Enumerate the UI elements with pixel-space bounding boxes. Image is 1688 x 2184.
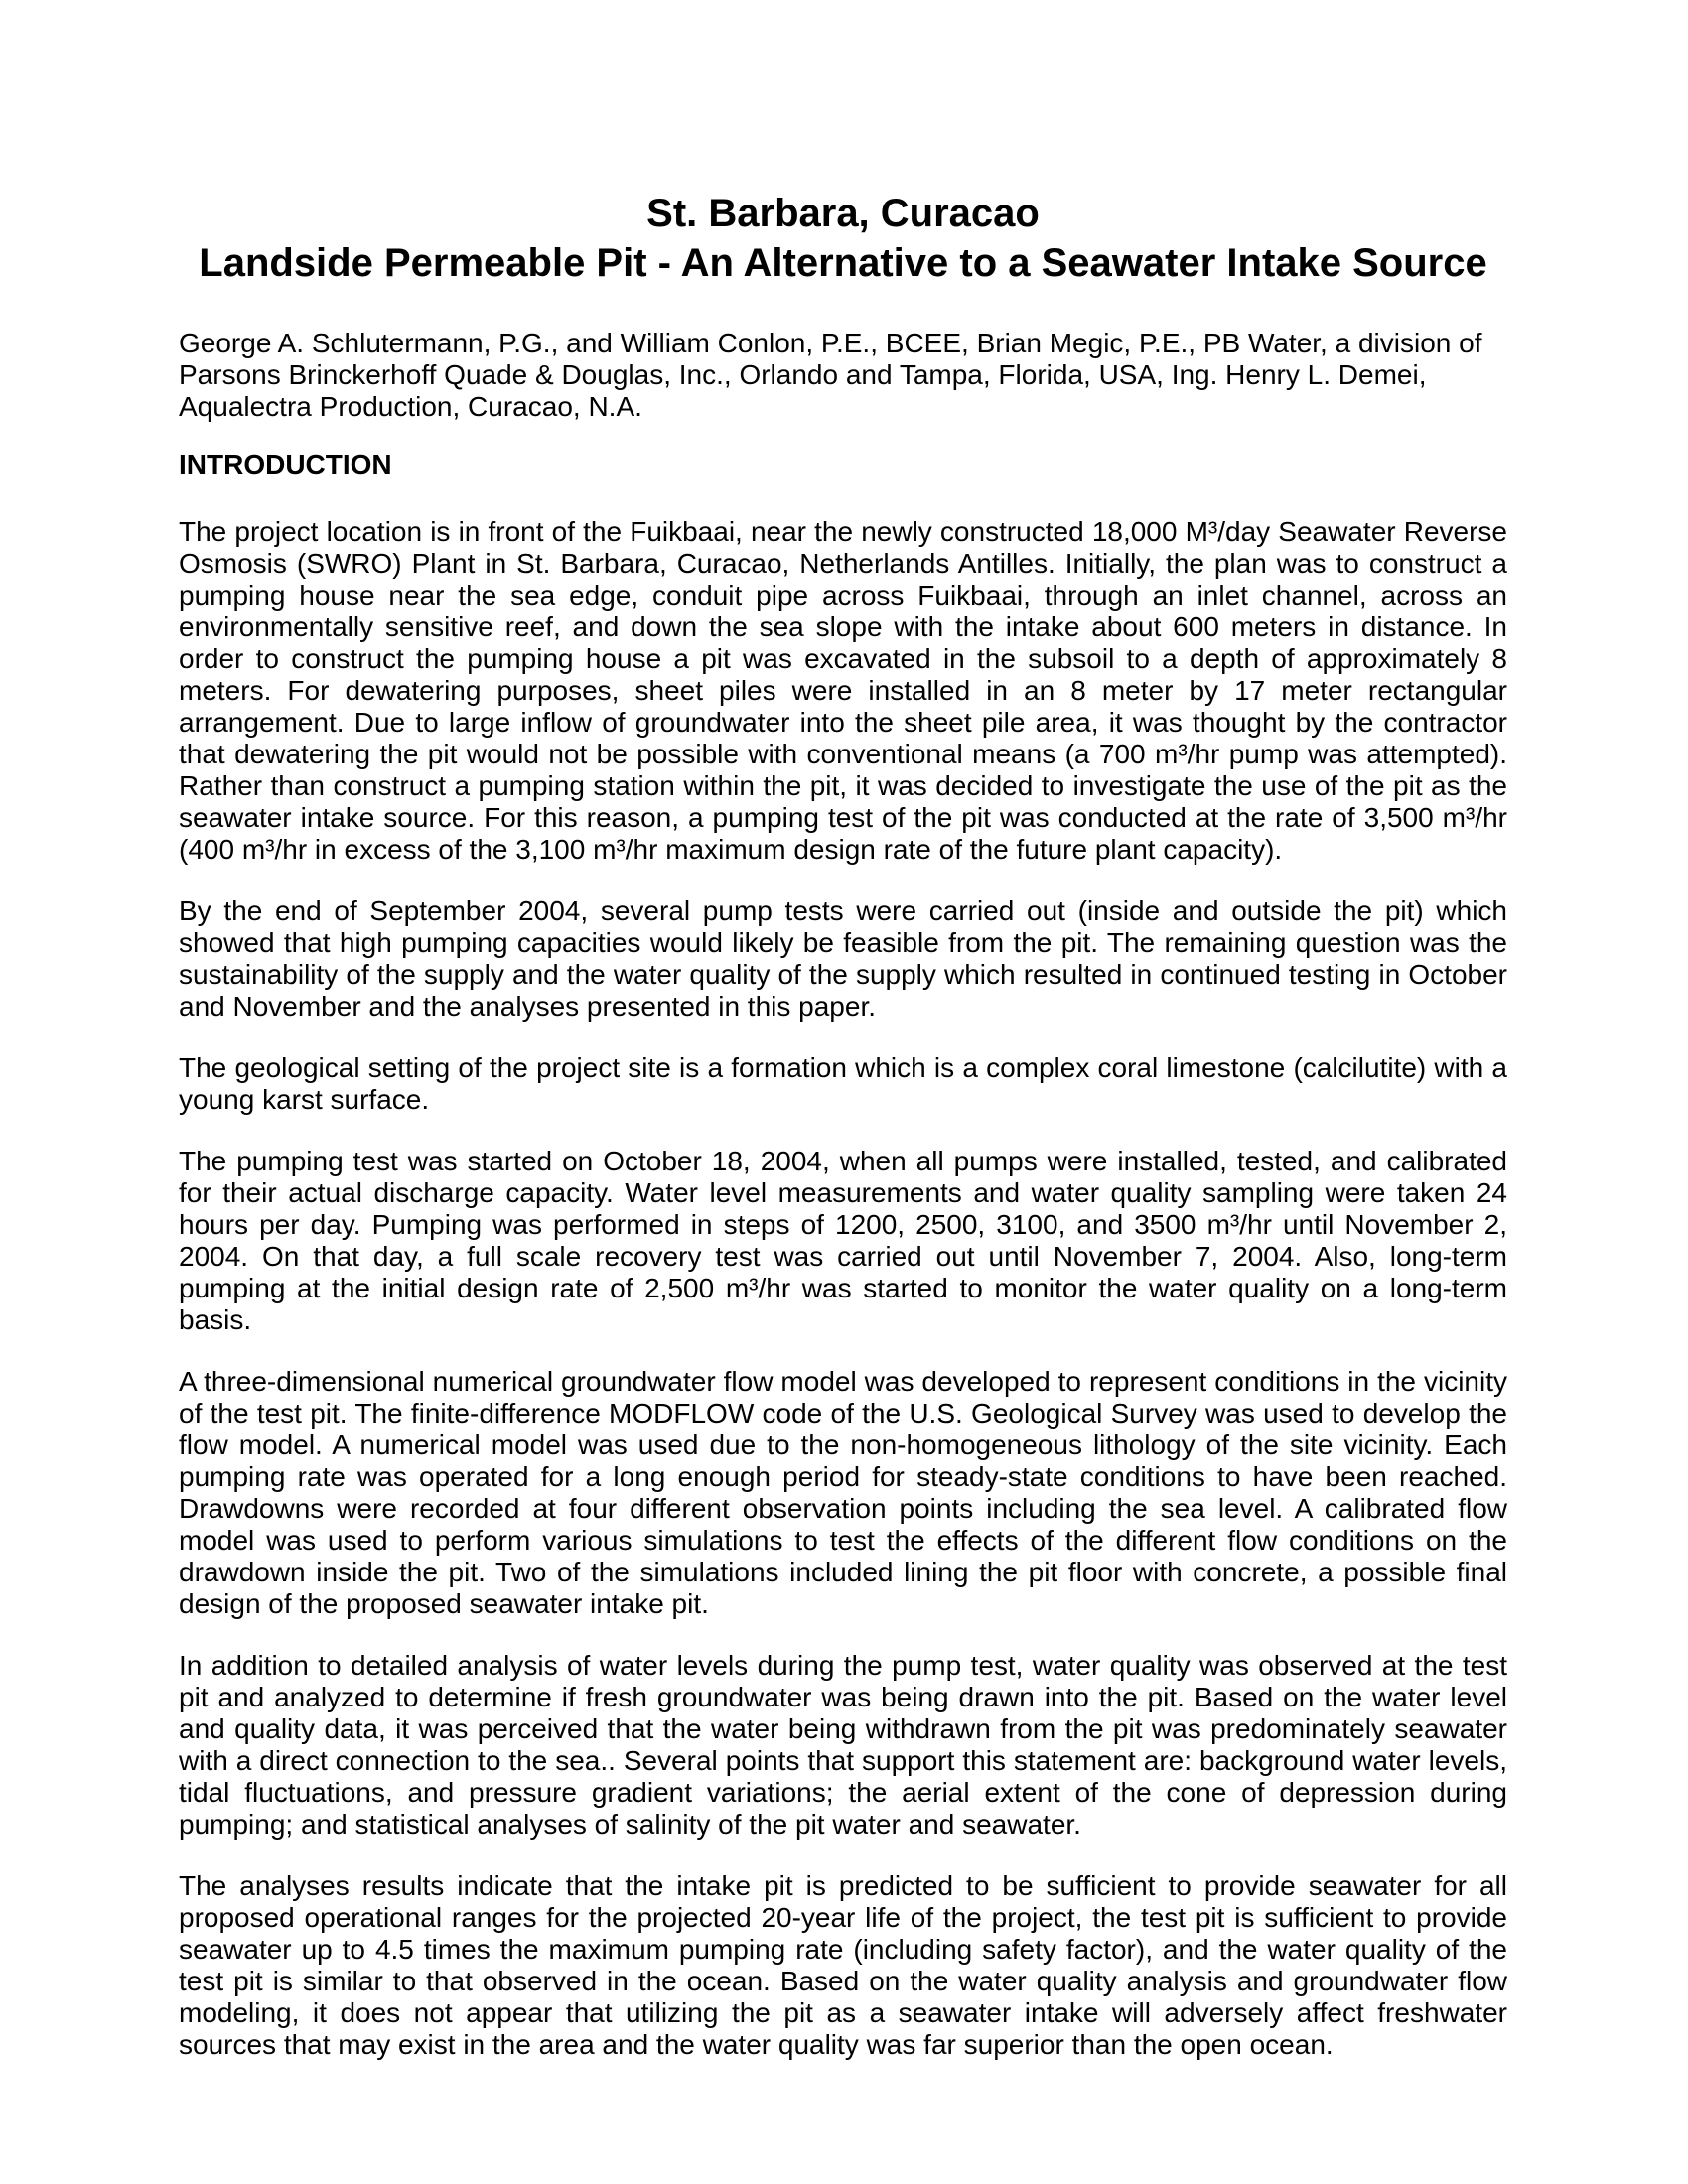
paragraph-1: The project location is in front of the Fuikbaai, near the newly constructed 18,000 M³/day Seawater Reverse Osmosis (SWRO) Plant in St. Barbara, Curacao, Netherlands Antilles. Initially, the plan was to construct a pumping house near the sea edge, conduit pipe across Fuikbaai, through an inlet channel, across an environmentally sensitive reef, and down the sea slope with the intake about 600 meters in distance. In order to construct the pumping house a pit was excavated in the subsoil to a depth of approximately 8 meters. For dewatering purposes, sheet piles were installed in an 8 meter by 17 meter rectangular arrangement. Due to large inflow of groundwater into the sheet pile area, it was thought by the contractor that dewatering the pit would not be possible with conventional means (a 700 m³/hr pump was attempted). Rather than construct a pumping station within the pit, it was decided to investigate the use of the pit as the seawater intake source. For this reason, a pumping test of the pit was conducted at the rate of 3,500 m³/hr (400 m³/hr in excess of the 3,100 m³/hr maximum design rate of the future plant capacity). — [179, 516, 1507, 865]
paragraph-3: The geological setting of the project site is a formation which is a complex coral limestone (calcilutite) with a young karst surface. — [179, 1052, 1507, 1115]
section-heading-introduction: INTRODUCTION — [179, 449, 392, 479]
paragraph-4: The pumping test was started on October 18, 2004, when all pumps were installed, tested, and calibrated for their actual discharge capacity. Water level measurements and water quality sampling were taken 24 hours per day. Pumping was performed in steps of 1200, 2500, 3100, and 3500 m³/hr until November 2, 2004. On that day, a full scale recovery test was carried out until November 7, 2004. Also, long-term pumping at the initial design rate of 2,500 m³/hr was started to monitor the water quality on a long-term basis. — [179, 1146, 1507, 1335]
authors-affiliation-block: George A. Schlutermann, P.G., and William Conlon, P.E., BCEE, Brian Megic, P.E., PB Water, a division of Parsons Brinckerhoff Quade & Douglas, Inc., Orlando and Tampa, Florida, USA, Ing. Henry L. Demei, Aqualectra Production, Curacao, N.A. — [179, 328, 1482, 422]
paragraph-2: By the end of September 2004, several pump tests were carried out (inside and outside the pit) which showed that high pumping capacities would likely be feasible from the pit. The remaining question was the sustainability of the supply and the water quality of the supply which resulted in continued testing in October and November and the analyses presented in this paper. — [179, 895, 1507, 1022]
paragraph-5: A three-dimensional numerical groundwater flow model was developed to represent conditions in the vicinity of the test pit. The finite-difference MODFLOW code of the U.S. Geological Survey was used to develop the flow model. A numerical model was used due to the non-homogeneous lithology of the site vicinity. Each pumping rate was operated for a long enough period for steady-state conditions to have been reached. Drawdowns were recorded at four different observation points including the sea level. A calibrated flow model was used to perform various simulations to test the effects of the different flow conditions on the drawdown inside the pit. Two of the simulations included lining the pit floor with concrete, a possible final design of the proposed seawater intake pit. — [179, 1366, 1507, 1619]
paper-title — [179, 189, 1507, 288]
paper-title-line1: St. Barbara, Curacao — [646, 192, 1040, 235]
paper-title-line2: Landside Permeable Pit - An Alternative to a Seawater Intake Source — [199, 241, 1487, 285]
paragraph-7: The analyses results indicate that the intake pit is predicted to be sufficient to provide seawater for all proposed operational ranges for the projected 20-year life of the project, the test pit is sufficient to provide seawater up to 4.5 times the maximum pumping rate (including safety factor), and the water quality of the test pit is similar to that observed in the ocean. Based on the water quality analysis and groundwater flow modeling, it does not appear that utilizing the pit as a seawater intake will adversely affect freshwater sources that may exist in the area and the water quality was far superior than the open ocean. — [179, 1870, 1507, 2060]
paragraph-6: In addition to detailed analysis of water levels during the pump test, water quality was observed at the test pit and analyzed to determine if fresh groundwater was being drawn into the pit. Based on the water level and quality data, it was perceived that the water being withdrawn from the pit was predominately seawater with a direct connection to the sea.. Several points that support this statement are: background water levels, tidal fluctuations, and pressure gradient variations; the aerial extent of the cone of depression during pumping; and statistical analyses of salinity of the pit water and seawater. — [179, 1650, 1507, 1840]
